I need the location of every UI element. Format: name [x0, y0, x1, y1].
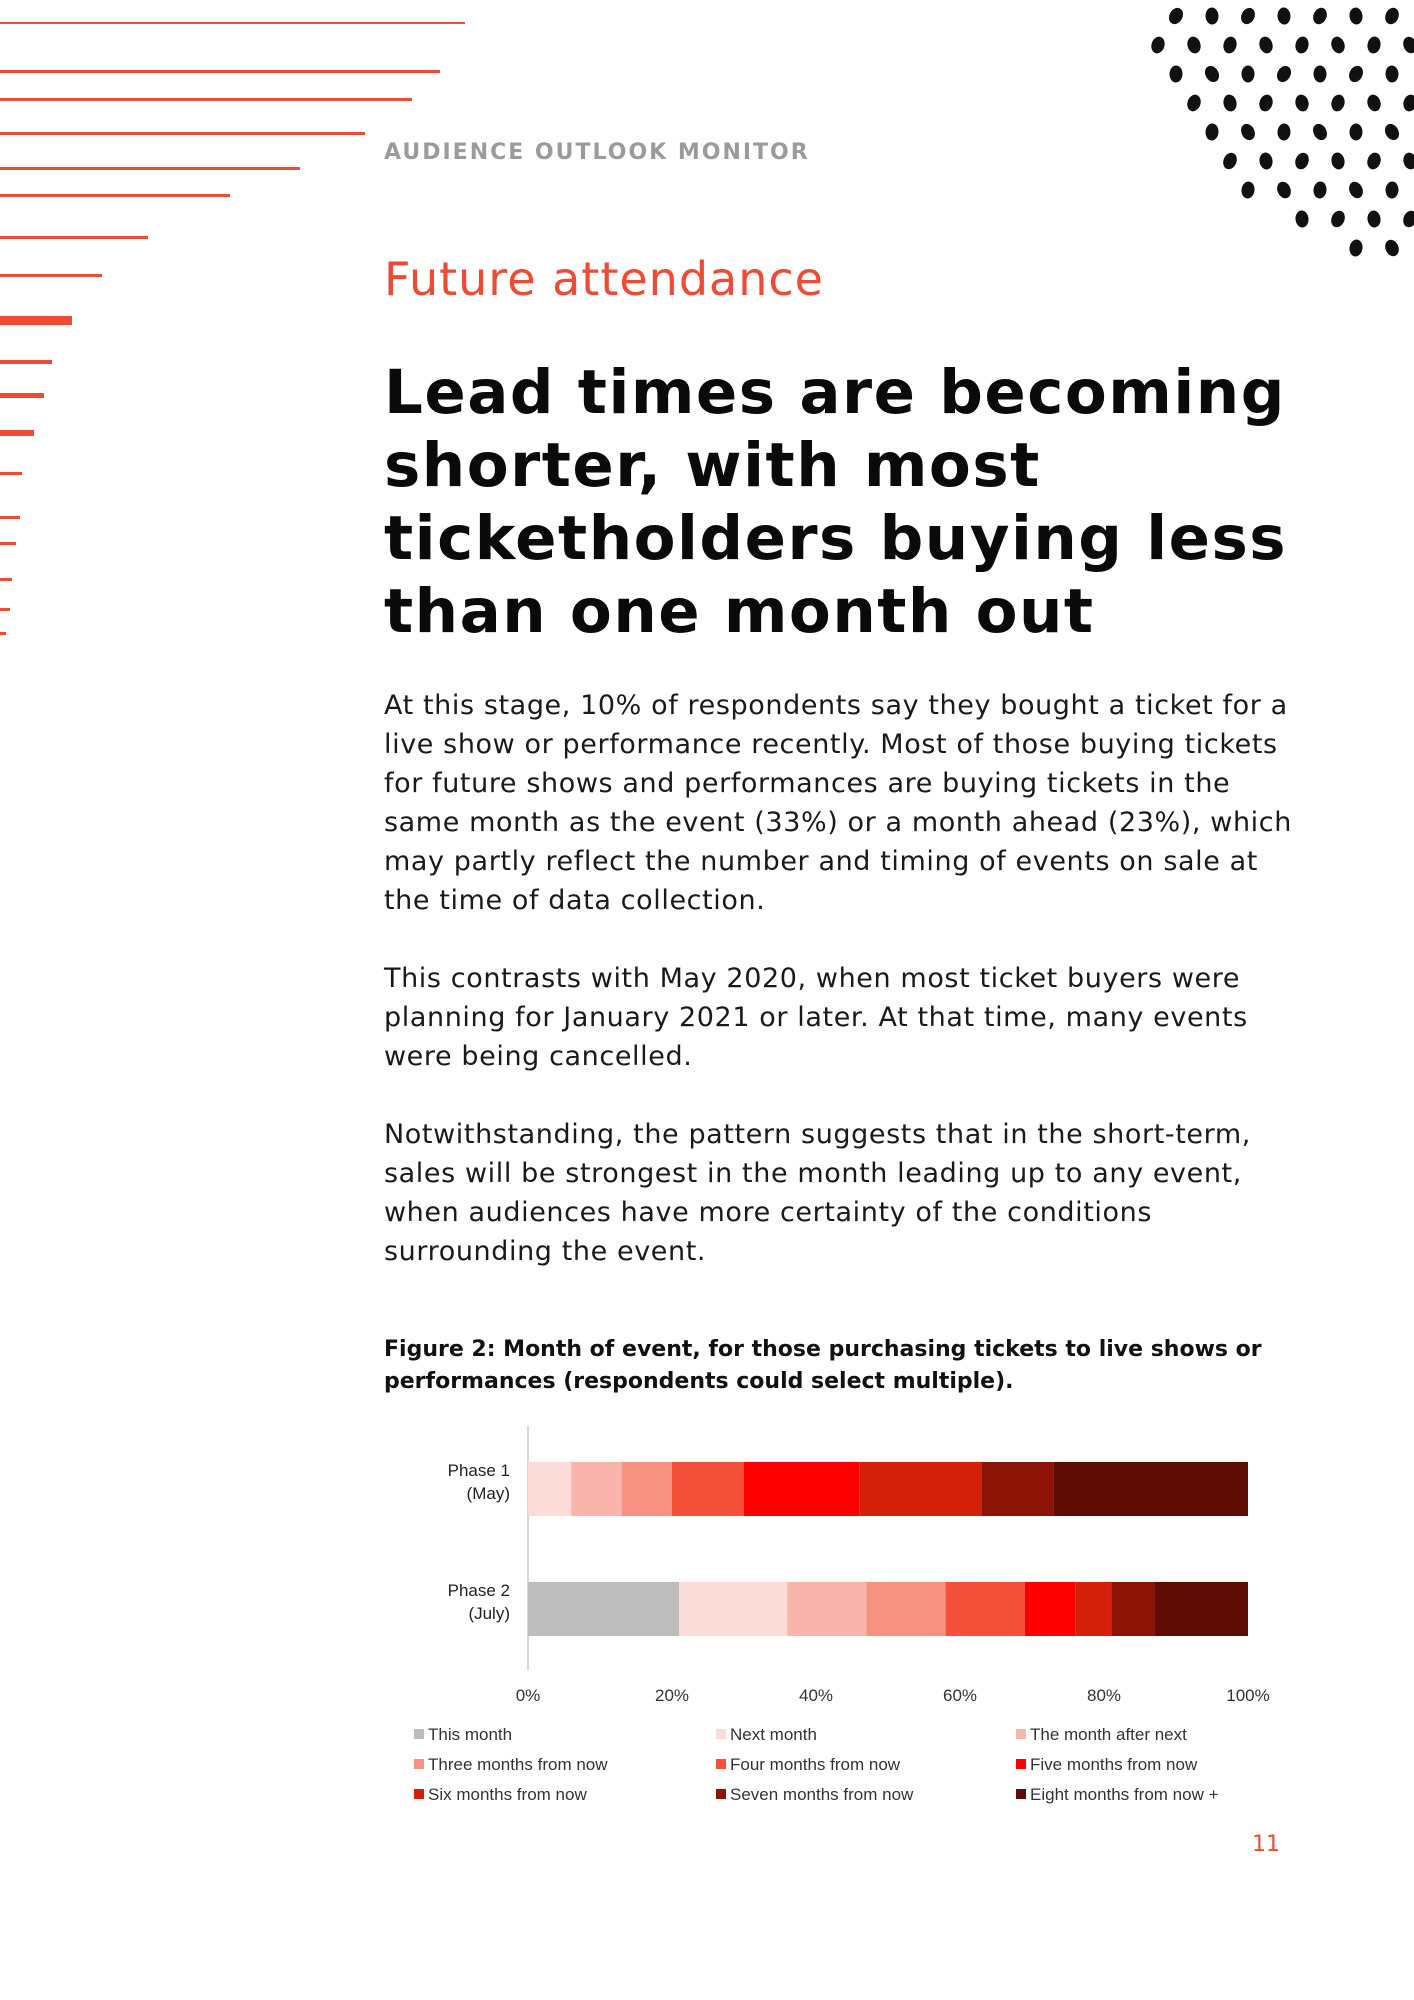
decorative-dot: [1385, 65, 1399, 83]
decorative-dots: [1084, 0, 1414, 270]
decorative-stripe: [0, 98, 412, 101]
decorative-stripe: [0, 608, 10, 611]
decorative-dot: [1238, 6, 1257, 27]
decorative-dot: [1166, 5, 1185, 26]
decorative-dot: [1293, 151, 1311, 171]
bar-segment: [622, 1462, 672, 1516]
decorative-stripe: [0, 236, 148, 239]
body-paragraph: This contrasts with May 2020, when most ticket buyers were planning for January 2021 or later. At that time, many events were being cancelled.: [384, 963, 1248, 1072]
category-label: Phase 1: [447, 1461, 510, 1480]
figure-caption: Figure 2: Month of event, for those purchasing tickets to live shows or performances (respondents could select multiple).: [384, 1337, 1262, 1394]
bar-segment: [571, 1462, 621, 1516]
decorative-dot: [1240, 181, 1255, 200]
decorative-dot: [1221, 151, 1239, 172]
bar-segment: [1111, 1582, 1154, 1636]
legend-swatch: [1016, 1759, 1026, 1769]
bar-segment: [679, 1582, 787, 1636]
decorative-dot: [1274, 63, 1294, 84]
decorative-dot: [1401, 35, 1414, 56]
report-kicker: AUDIENCE OUTLOOK MONITOR: [384, 140, 810, 165]
decorative-dot: [1238, 122, 1257, 143]
body-paragraph: Notwithstanding, the pattern suggests that in the short-term, sales will be strongest in the month leading up to any event, when audiences have more certainty of the conditions surrounding the event.: [384, 1119, 1251, 1267]
legend-swatch: [1016, 1729, 1026, 1739]
decorative-dot: [1402, 151, 1414, 170]
decorative-dot: [1401, 209, 1414, 230]
x-tick-label: 40%: [798, 1686, 834, 1705]
decorative-dot: [1329, 35, 1347, 55]
legend-swatch: [716, 1759, 726, 1769]
legend-swatch: [1016, 1789, 1026, 1799]
decorative-dot: [1169, 65, 1183, 82]
decorative-stripe: [0, 70, 440, 73]
decorative-dot: [1313, 181, 1328, 199]
x-tick-label: 100%: [1226, 1686, 1270, 1705]
decorative-dot: [1310, 121, 1329, 142]
decorative-dot: [1383, 238, 1401, 259]
x-tick-label: 0%: [515, 1686, 541, 1705]
legend-label: The month after next: [1030, 1725, 1187, 1744]
decorative-dot: [1257, 35, 1274, 55]
category-label: Phase 2: [447, 1581, 510, 1600]
decorative-dot: [1329, 209, 1348, 230]
decorative-dot: [1205, 123, 1219, 141]
decorative-dot: [1202, 63, 1222, 84]
stacked-bar-chart: [384, 1420, 1304, 1820]
decorative-dot: [1347, 180, 1366, 201]
legend-label: Next month: [730, 1725, 817, 1744]
decorative-dot: [1402, 93, 1414, 112]
bar-segment: [1054, 1462, 1248, 1516]
decorative-dot: [1295, 210, 1310, 228]
category-label: (May): [466, 1484, 510, 1503]
decorative-dot: [1222, 35, 1239, 55]
legend-swatch: [414, 1729, 424, 1739]
legend-swatch: [414, 1759, 424, 1769]
decorative-dot: [1186, 35, 1203, 55]
legend-swatch: [414, 1789, 424, 1799]
decorative-dot: [1277, 123, 1291, 141]
decorative-dot: [1205, 7, 1219, 25]
bar-segment: [859, 1462, 981, 1516]
decorative-stripe: [0, 22, 465, 24]
decorative-dot: [1294, 93, 1311, 113]
decorative-dot: [1313, 65, 1327, 82]
decorative-stripe: [0, 274, 102, 277]
decorative-stripe: [0, 316, 72, 325]
bar-segment: [787, 1582, 866, 1636]
bar-segment: [528, 1462, 571, 1516]
decorative-stripe: [0, 542, 16, 545]
page-number: 11: [1252, 1832, 1280, 1857]
decorative-dot: [1346, 63, 1365, 84]
decorative-dot: [1366, 36, 1382, 55]
decorative-dot: [1275, 180, 1294, 201]
decorative-dot: [1222, 93, 1238, 112]
legend-swatch: [716, 1729, 726, 1739]
decorative-stripe: [0, 393, 44, 398]
decorative-stripe: [0, 194, 230, 197]
decorative-dot: [1366, 210, 1381, 229]
decorative-stripe: [0, 578, 12, 581]
decorative-stripe: [0, 167, 300, 170]
decorative-dot: [1258, 152, 1273, 171]
decorative-dot: [1257, 93, 1274, 113]
bar-segment: [528, 1582, 679, 1636]
legend-label: Five months from now: [1030, 1755, 1198, 1774]
decorative-stripe: [0, 472, 22, 475]
decorative-dot: [1349, 7, 1364, 25]
page-headline: Lead times are becoming shorter, with most ticketholders buying less than one month out: [384, 357, 1288, 647]
x-tick-label: 60%: [942, 1686, 978, 1705]
decorative-dot: [1365, 93, 1382, 113]
decorative-dot: [1149, 35, 1166, 55]
legend-label: Three months from now: [428, 1755, 608, 1774]
bar-segment: [946, 1582, 1025, 1636]
body-paragraph: At this stage, 10% of respondents say they bought a ticket for a live show or performance recently. Most of those buying tickets for future shows and performances are buying tickets in the same month as the event (33%) or a month ahead (23%), which may partly reflect the number and timing of events on sale at the time of data collection.: [384, 690, 1292, 916]
legend-label: Seven months from now: [730, 1785, 914, 1804]
bar-segment: [1025, 1582, 1075, 1636]
decorative-dot: [1185, 93, 1203, 113]
decorative-dot: [1365, 151, 1383, 171]
decorative-stripe: [0, 632, 6, 635]
decorative-dot: [1242, 66, 1255, 83]
bar-segment: [1154, 1582, 1248, 1636]
category-label: (July): [468, 1604, 510, 1623]
decorative-dot: [1349, 123, 1362, 140]
legend-label: This month: [428, 1725, 513, 1744]
decorative-dot: [1382, 121, 1402, 142]
decorative-stripe: [0, 430, 34, 436]
bar-segment: [744, 1462, 859, 1516]
decorative-stripe: [0, 516, 20, 519]
legend-swatch: [716, 1789, 726, 1799]
decorative-dot: [1311, 6, 1330, 27]
section-title: Future attendance: [384, 252, 824, 306]
x-tick-label: 80%: [1086, 1686, 1122, 1705]
x-tick-label: 20%: [654, 1686, 690, 1705]
decorative-stripe: [0, 360, 52, 364]
legend-label: Eight months from now +: [1030, 1785, 1219, 1804]
bar-segment: [982, 1462, 1054, 1516]
legend-label: Six months from now: [428, 1785, 587, 1804]
decorative-dot: [1277, 7, 1291, 25]
decorative-stripe: [0, 132, 365, 135]
bar-segment: [1075, 1582, 1111, 1636]
decorative-dot: [1385, 181, 1399, 199]
decorative-dot: [1330, 151, 1346, 170]
body-text: [384, 686, 1304, 1310]
legend-label: Four months from now: [730, 1755, 901, 1774]
decorative-dot: [1330, 93, 1347, 113]
bar-segment: [866, 1582, 945, 1636]
decorative-dot: [1348, 239, 1363, 258]
decorative-dot: [1294, 35, 1310, 54]
bar-segment: [672, 1462, 744, 1516]
decorative-dot: [1383, 6, 1401, 27]
